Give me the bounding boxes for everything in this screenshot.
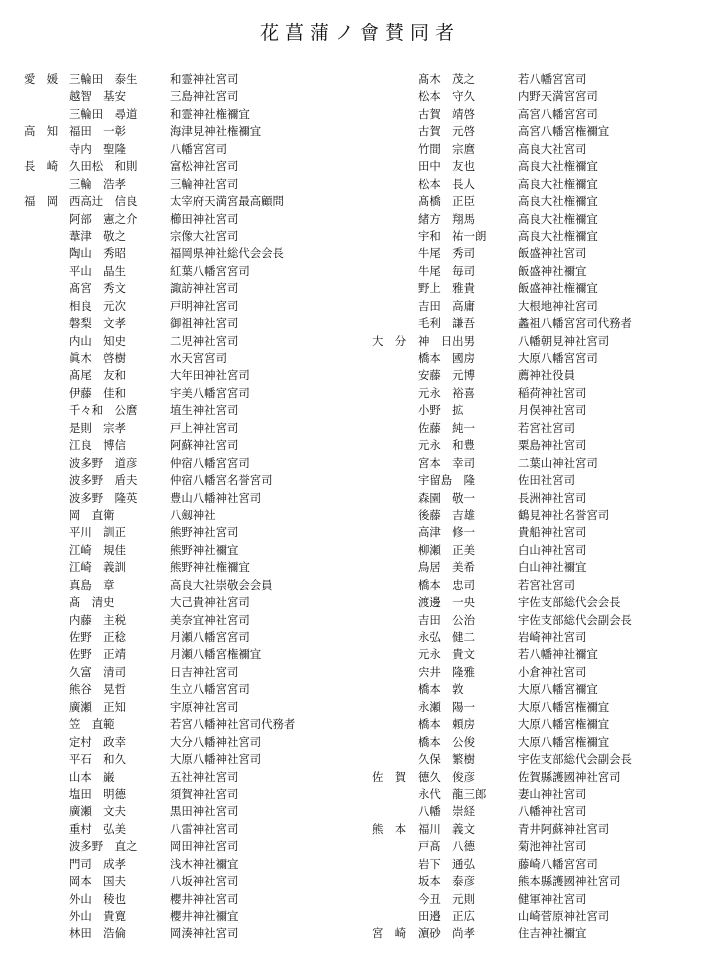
supporter-title: 日吉神社宮司 <box>170 664 239 679</box>
supporter-title: 大原八幡宮権禰宜 <box>518 717 610 732</box>
supporter-title: 宗像大社宮司 <box>170 228 239 243</box>
supporter-title: 宇佐支部総代会副会長 <box>518 752 632 767</box>
supporter-title: 和霊神社宮司 <box>170 72 239 86</box>
supporter-name: 越智 基安 <box>69 89 126 104</box>
supporter-name: 三輪田 泰生 <box>69 72 138 86</box>
supporter-title: 山崎菅原神社宮司 <box>518 909 610 923</box>
supporter-name: 重村 弘美 <box>69 821 126 836</box>
supporter-title: 大根地神社宮司 <box>518 298 598 313</box>
supporter-name: 磐梨 文孝 <box>69 316 126 331</box>
supporter-title: 大原八幡宮宮司 <box>518 351 598 365</box>
supporter-name: 橋本 頼房 <box>418 717 475 732</box>
supporter-title: 小倉神社宮司 <box>518 664 587 679</box>
supporter-name: 元永 貴文 <box>418 647 475 662</box>
supporter-name: 葦津 敬之 <box>69 228 126 243</box>
supporter-name: 久保 繁樹 <box>418 752 475 767</box>
supporter-title: 高宮八幡宮権禰宜 <box>518 124 610 139</box>
supporter-title: 二葉山神社宮司 <box>518 455 598 470</box>
supporter-title: 仲宿八幡宮名誉宮司 <box>170 473 273 488</box>
supporter-name: 波多野 盾夫 <box>69 473 138 488</box>
supporter-name: 宇和 祐一朗 <box>418 228 487 243</box>
supporter-title: 菊池神社宮司 <box>518 839 587 854</box>
supporter-title: 浅木神社禰宜 <box>170 856 239 871</box>
supporter-name: 廣瀬 正知 <box>69 699 126 714</box>
supporter-title: 二児神社宮司 <box>170 333 239 348</box>
supporter-name: 髙宮 秀文 <box>69 281 126 296</box>
supporter-name: 外山 貴寛 <box>69 909 126 923</box>
supporter-title: 生立八幡宮宮司 <box>170 682 250 697</box>
supporter-title: 飯盛神社宮司 <box>518 246 587 261</box>
supporter-name: 緒方 翔馬 <box>418 211 475 226</box>
supporter-name: 真島 章 <box>69 577 115 592</box>
supporter-name: 安藤 元博 <box>418 368 475 383</box>
supporter-name: 小野 拡 <box>418 403 464 418</box>
supporter-title: 大分八幡神社宮司 <box>170 734 262 749</box>
supporter-name: 三輪田 尋道 <box>69 106 138 121</box>
supporter-title: 櫻井神社禰宜 <box>170 909 239 923</box>
supporter-name: 橋本 公俊 <box>418 734 475 749</box>
prefecture-label: 佐 賀 <box>372 769 407 784</box>
supporter-name: 高津 修一 <box>418 525 475 540</box>
supporter-name: 松本 守久 <box>418 89 475 104</box>
supporter-title: 八劔神社 <box>170 507 216 522</box>
supporter-name: 岡本 国夫 <box>69 874 126 889</box>
supporter-title: 三輪神社宮司 <box>170 176 239 191</box>
prefecture-label: 大 分 <box>372 333 407 348</box>
supporter-name: 佐藤 純一 <box>418 420 475 435</box>
supporter-name: 元永 和豊 <box>418 438 475 453</box>
supporter-name: 鳥居 美希 <box>418 560 475 575</box>
supporter-name: 髙尾 友和 <box>69 368 126 383</box>
supporter-title: 高良大社宮司 <box>518 141 587 156</box>
supporter-title: 白山神社禰宜 <box>518 560 587 575</box>
supporter-name: 久富 清司 <box>69 664 126 679</box>
supporter-title: 月瀬八幡宮権禰宜 <box>170 647 262 662</box>
supporter-title: 貴船神社宮司 <box>518 525 587 540</box>
supporter-name: 永代 龍三郎 <box>418 786 487 801</box>
supporter-name: 岡 直衛 <box>69 507 115 522</box>
supporter-title: 大年田神社宮司 <box>170 368 250 383</box>
supporter-title: 黒田神社宮司 <box>170 804 239 819</box>
supporter-title: 八坂神社宮司 <box>170 874 239 889</box>
supporter-title: 宇佐支部総代会会長 <box>518 595 621 610</box>
supporter-name: 岩下 通弘 <box>418 856 475 871</box>
supporter-title: 大己貴神社宮司 <box>170 595 250 610</box>
supporter-title: 八幡朝見神社宮司 <box>518 333 610 348</box>
supporter-name: 田邉 正広 <box>418 909 475 923</box>
supporter-title: 月俣神社宮司 <box>518 403 587 418</box>
supporter-name: 古賀 靖啓 <box>418 106 475 121</box>
supporter-name: 久田松 和則 <box>69 159 138 174</box>
supporter-name: 宮本 幸司 <box>418 455 475 470</box>
prefecture-label: 福 岡 <box>24 194 59 209</box>
supporter-title: 須賀神社宮司 <box>170 786 239 801</box>
supporter-title: 宇原神社宮司 <box>170 699 239 714</box>
supporter-title: 五社神社宮司 <box>170 769 239 784</box>
supporter-name: 佐野 正稔 <box>69 630 126 644</box>
supporter-name: 森園 敬一 <box>418 490 475 505</box>
supporter-name: 濵砂 尚孝 <box>418 926 475 941</box>
supporter-title: 八幡神社宮司 <box>518 804 587 819</box>
supporter-name: 内山 知史 <box>69 333 126 348</box>
supporter-title: 青井阿蘇神社宮司 <box>518 821 610 836</box>
supporter-title: 熊野神社禰宜 <box>170 542 239 557</box>
supporter-name: 戸髙 八德 <box>418 839 475 854</box>
supporter-name: 内藤 主税 <box>69 612 126 627</box>
supporter-title: 若宮社宮司 <box>518 577 575 592</box>
supporter-name: 平川 訓正 <box>69 525 126 540</box>
supporter-name: 松本 長人 <box>418 176 475 191</box>
supporter-title: 富松神社宮司 <box>170 159 239 174</box>
supporter-title: 仲宿八幡宮宮司 <box>170 455 250 470</box>
supporter-name: 波多野 直之 <box>69 839 138 854</box>
supporter-title: 宇美八幡宮宮司 <box>170 385 250 400</box>
supporter-name: 坂本 泰彦 <box>418 874 475 889</box>
supporter-name: 福川 義文 <box>418 821 475 836</box>
supporter-name: 牛尾 秀司 <box>418 246 475 261</box>
supporter-title: 白山神社宮司 <box>518 542 587 557</box>
supporter-name: 山本 巌 <box>69 769 115 784</box>
supporter-name: 定村 政幸 <box>69 734 126 749</box>
supporter-title: 三島神社宮司 <box>170 89 239 104</box>
supporter-title: 岡田神社宮司 <box>170 839 239 854</box>
supporter-title: 住吉神社禰宜 <box>518 926 587 941</box>
supporter-name: 牛尾 毎司 <box>418 263 475 278</box>
supporter-title: 若宮社宮司 <box>518 420 575 435</box>
supporter-title: 岩崎神社宮司 <box>518 630 587 644</box>
supporter-name: 吉田 高庸 <box>418 298 475 313</box>
supporter-name: 髙 清史 <box>69 595 115 610</box>
supporter-title: 熊野神社権禰宜 <box>170 560 250 575</box>
supporter-title: 諏訪神社宮司 <box>170 281 239 296</box>
supporter-title: 御祖神社宮司 <box>170 316 239 331</box>
supporter-name: 相良 元次 <box>69 298 126 313</box>
supporter-name: 門司 成孝 <box>69 856 126 871</box>
supporter-name: 熊谷 晃哲 <box>69 682 126 697</box>
supporter-name: 阿部 憲之介 <box>69 211 138 226</box>
supporter-title: 紅葉八幡宮宮司 <box>170 263 250 278</box>
supporter-name: 宇留島 隆 <box>418 473 475 488</box>
supporter-name: 笠 直範 <box>69 717 115 732</box>
supporter-title: 蠡祖八幡宮宮司代務者 <box>518 316 632 331</box>
supporter-title: 太宰府天満宮最高顧問 <box>170 194 284 209</box>
supporter-title: 稲荷神社宮司 <box>518 385 587 400</box>
supporter-name: 竹間 宗麿 <box>418 141 475 156</box>
supporter-name: 橋本 國房 <box>418 351 475 365</box>
supporter-title: 高良大社権禰宜 <box>518 228 598 243</box>
supporter-title: 長洲神社宮司 <box>518 490 587 505</box>
supporter-name: 西高辻 信良 <box>69 194 138 209</box>
supporter-title: 高良大社崇敬会会員 <box>170 577 273 592</box>
supporter-title: 埴生神社宮司 <box>170 403 239 418</box>
supporter-name: 毛利 謙吾 <box>418 316 475 331</box>
supporter-title: 高宮八幡宮宮司 <box>518 106 598 121</box>
supporter-name: 是則 宗孝 <box>69 420 126 435</box>
supporter-name: 田中 友也 <box>418 159 475 174</box>
supporter-name: 八幡 崇経 <box>418 804 475 819</box>
supporter-title: 熊野神社宮司 <box>170 525 239 540</box>
supporter-name: 波多野 道彦 <box>69 455 138 470</box>
prefecture-label: 宮 崎 <box>372 926 407 941</box>
supporter-name: 髙木 茂之 <box>418 72 475 86</box>
supporter-title: 薦神社役員 <box>518 368 575 383</box>
supporter-name: 伊藤 佳和 <box>69 385 126 400</box>
supporter-name: 永瀬 陽一 <box>418 699 475 714</box>
supporter-name: 後藤 吉雄 <box>418 507 475 522</box>
supporter-title: 粟島神社宮司 <box>518 438 587 453</box>
supporter-name: 野上 雅貴 <box>418 281 475 296</box>
supporter-name: 吉田 公治 <box>418 612 475 627</box>
supporter-title: 大原八幡宮権禰宜 <box>518 699 610 714</box>
supporter-title: 若八幡神社禰宜 <box>518 647 598 662</box>
supporter-title: 八雷神社宮司 <box>170 821 239 836</box>
supporter-title: 水天宮宮司 <box>170 351 227 365</box>
supporter-title: 月瀬八幡宮宮司 <box>170 630 250 644</box>
supporter-title: 高良大社権禰宜 <box>518 194 598 209</box>
supporter-title: 豊山八幡神社宮司 <box>170 490 262 505</box>
supporter-title: 佐田社宮司 <box>518 473 575 488</box>
supporter-name: 眞木 啓樹 <box>69 351 126 365</box>
supporter-name: 塩田 明德 <box>69 786 126 801</box>
supporter-title: 戸上神社宮司 <box>170 420 239 435</box>
supporter-name: 江崎 義訓 <box>69 560 126 575</box>
supporter-name: 神 日出男 <box>418 333 475 348</box>
prefecture-label: 高 知 <box>24 124 59 139</box>
supporter-name: 佐野 正靖 <box>69 647 126 662</box>
supporter-title: 藤崎八幡宮宮司 <box>518 856 598 871</box>
supporter-name: 今丑 元則 <box>418 891 475 906</box>
supporter-name: 江崎 規佳 <box>69 542 126 557</box>
supporter-name: 寺内 聖隆 <box>69 141 126 156</box>
supporter-name: 千々和 公麿 <box>69 403 138 418</box>
supporter-title: 大原八幡神社宮司 <box>170 752 262 767</box>
supporter-name: 元永 裕喜 <box>418 385 475 400</box>
supporter-name: 平石 和久 <box>69 752 126 767</box>
supporter-name: 廣瀬 文夫 <box>69 804 126 819</box>
supporter-name: 德久 俊彦 <box>418 769 475 784</box>
supporter-title: 大原八幡宮禰宜 <box>518 682 598 697</box>
supporter-name: 三輪 浩孝 <box>69 176 126 191</box>
supporter-title: 櫻井神社宮司 <box>170 891 239 906</box>
supporter-title: 妻山神社宮司 <box>518 786 587 801</box>
supporter-title: 内野天満宮宮司 <box>518 89 598 104</box>
supporter-title: 櫛田神社宮司 <box>170 211 239 226</box>
supporter-name: 渡邊 一央 <box>418 595 475 610</box>
supporter-name: 陶山 秀昭 <box>69 246 126 261</box>
prefecture-label: 熊 本 <box>372 821 407 836</box>
supporter-name: 外山 稜也 <box>69 891 126 906</box>
supporter-name: 波多野 隆英 <box>69 490 138 505</box>
supporter-title: 美奈宜神社宮司 <box>170 612 250 627</box>
supporter-name: 髙橋 正臣 <box>418 194 475 209</box>
supporter-title: 若八幡宮宮司 <box>518 72 587 86</box>
supporter-title: 岡湊神社宮司 <box>170 926 239 941</box>
supporter-name: 橋本 敦 <box>418 682 464 697</box>
supporter-title: 阿蘇神社宮司 <box>170 438 239 453</box>
supporter-name: 古賀 元啓 <box>418 124 475 139</box>
supporter-title: 和霊神社権禰宜 <box>170 106 250 121</box>
supporter-name: 宍井 隆雅 <box>418 664 475 679</box>
supporter-title: 高良大社権禰宜 <box>518 176 598 191</box>
supporter-title: 海津見神社権禰宜 <box>170 124 262 139</box>
supporter-title: 福岡県神社総代会会長 <box>170 246 284 261</box>
supporter-name: 林田 浩倫 <box>69 926 126 941</box>
supporter-title: 飯盛神社禰宜 <box>518 263 587 278</box>
supporter-title: 高良大社権禰宜 <box>518 159 598 174</box>
supporter-title: 大原八幡宮権禰宜 <box>518 734 610 749</box>
supporter-name: 江良 博信 <box>69 438 126 453</box>
supporter-name: 平山 晶生 <box>69 263 126 278</box>
supporter-title: 高良大社権禰宜 <box>518 211 598 226</box>
supporter-title: 飯盛神社権禰宜 <box>518 281 598 296</box>
page-title: 花菖蒲ノ會賛同者 <box>259 22 460 44</box>
supporter-title: 八幡宮宮司 <box>170 141 227 156</box>
supporter-title: 若宮八幡神社宮司代務者 <box>170 717 296 732</box>
supporter-title: 健軍神社宮司 <box>518 891 587 906</box>
supporter-title: 戸明神社宮司 <box>170 298 239 313</box>
supporter-title: 宇佐支部総代会副会長 <box>518 612 632 627</box>
supporter-name: 永弘 健二 <box>418 630 475 644</box>
prefecture-label: 長 崎 <box>24 159 59 174</box>
supporter-title: 熊本縣護國神社宮司 <box>518 874 621 889</box>
supporter-title: 佐賀縣護國神社宮司 <box>518 769 621 784</box>
supporter-title: 鶴見神社名誉宮司 <box>518 507 610 522</box>
supporter-name: 柳瀬 正美 <box>418 542 475 557</box>
supporter-name: 橋本 忠司 <box>418 577 475 592</box>
prefecture-label: 愛 媛 <box>24 72 59 86</box>
supporter-name: 福田 一彰 <box>69 124 126 139</box>
